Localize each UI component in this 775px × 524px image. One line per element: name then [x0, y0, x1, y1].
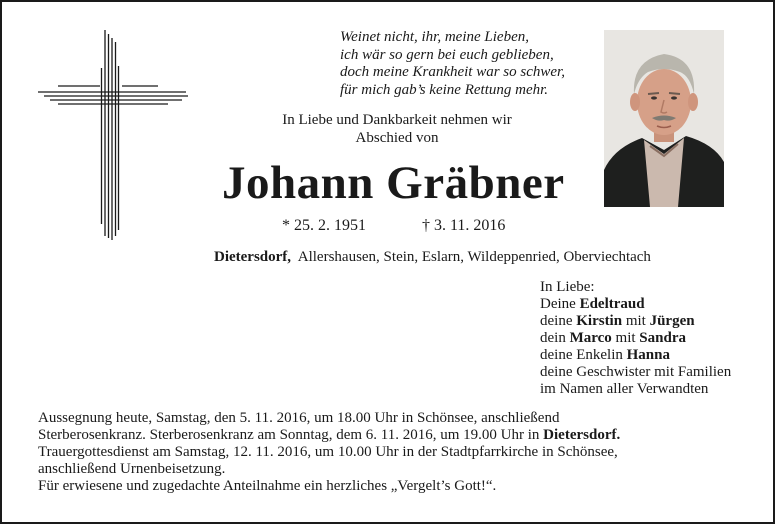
birth-date: * 25. 2. 1951: [282, 217, 366, 234]
mourner-grandchild: [540, 347, 731, 364]
mourners-list: [540, 279, 731, 398]
mourner-son: [540, 330, 731, 347]
mourner-relation: Deine: [540, 296, 580, 312]
poem-line: ich wär so gern bei euch geblieben,: [340, 46, 554, 63]
portrait-image: [604, 30, 724, 207]
notice-line: Für erwiesene und zugedachte Anteilnahme ein herzliches „Vergelt’s Gott!“.: [38, 478, 497, 494]
mourner-siblings: deine Geschwister mit Familien: [540, 364, 732, 380]
intro-line-1: In Liebe und Dankbarkeit nehmen wir: [282, 112, 512, 128]
notice-line: anschließend Urnenbeisetzung.: [38, 461, 226, 477]
main-place: Dietersdorf,: [214, 249, 292, 265]
poem-line: doch meine Krankheit war so schwer,: [340, 64, 565, 80]
cross-icon: [38, 28, 188, 240]
poem-line: für mich gab’s keine Rettung mehr.: [340, 81, 549, 98]
notice-line: Trauergottesdienst am Samstag, 12. 11. 2016, um 10.00 Uhr in der Stadtpfarrkirche in Schönsee,: [38, 444, 618, 460]
mourner-connector: mit: [622, 313, 650, 329]
poem: [340, 29, 565, 99]
mourner-relation: deine: [540, 313, 577, 329]
farewell-intro: [262, 112, 532, 147]
mourner-wife: [540, 296, 731, 313]
mourner-name: Edeltraud: [579, 296, 645, 312]
intro-line-2: Abschied von: [355, 129, 439, 146]
funeral-notice: [38, 410, 620, 495]
portrait-photo: [604, 30, 724, 207]
mourner-connector: mit: [611, 330, 640, 346]
mourner-name: Kirstin: [576, 313, 623, 329]
death-date: † 3. 11. 2016: [422, 217, 506, 234]
places: [214, 249, 651, 266]
notice-line: Aussegnung heute, Samstag, den 5. 11. 2016, um 18.00 Uhr in Schönsee, anschließend: [38, 410, 560, 426]
mourner-relation: dein: [540, 330, 570, 346]
mourner-name: Jürgen: [649, 313, 695, 329]
mourners-intro: In Liebe:: [540, 279, 595, 295]
notice-text: Sterberosenkranz. Sterberosenkranz am Sonntag, dem 6. 11. 2016, um 19.00 Uhr in: [38, 427, 544, 443]
notice-place: Dietersdorf.: [543, 427, 621, 443]
other-places: Allershausen, Stein, Eslarn, Wildeppenried, Oberviechtach: [297, 249, 651, 265]
mourner-relation: deine Enkelin: [540, 347, 627, 363]
mourner-daughter: [540, 313, 731, 330]
mourner-name: Marco: [569, 330, 612, 346]
poem-line: Weinet nicht, ihr, meine Lieben,: [340, 29, 529, 45]
notice-line: [38, 427, 620, 444]
deceased-name: Johann Gräbner: [222, 157, 565, 209]
mourner-name: Hanna: [626, 347, 670, 363]
mourner-relatives: im Namen aller Verwandten: [540, 381, 709, 397]
mourner-name: Sandra: [639, 330, 686, 346]
